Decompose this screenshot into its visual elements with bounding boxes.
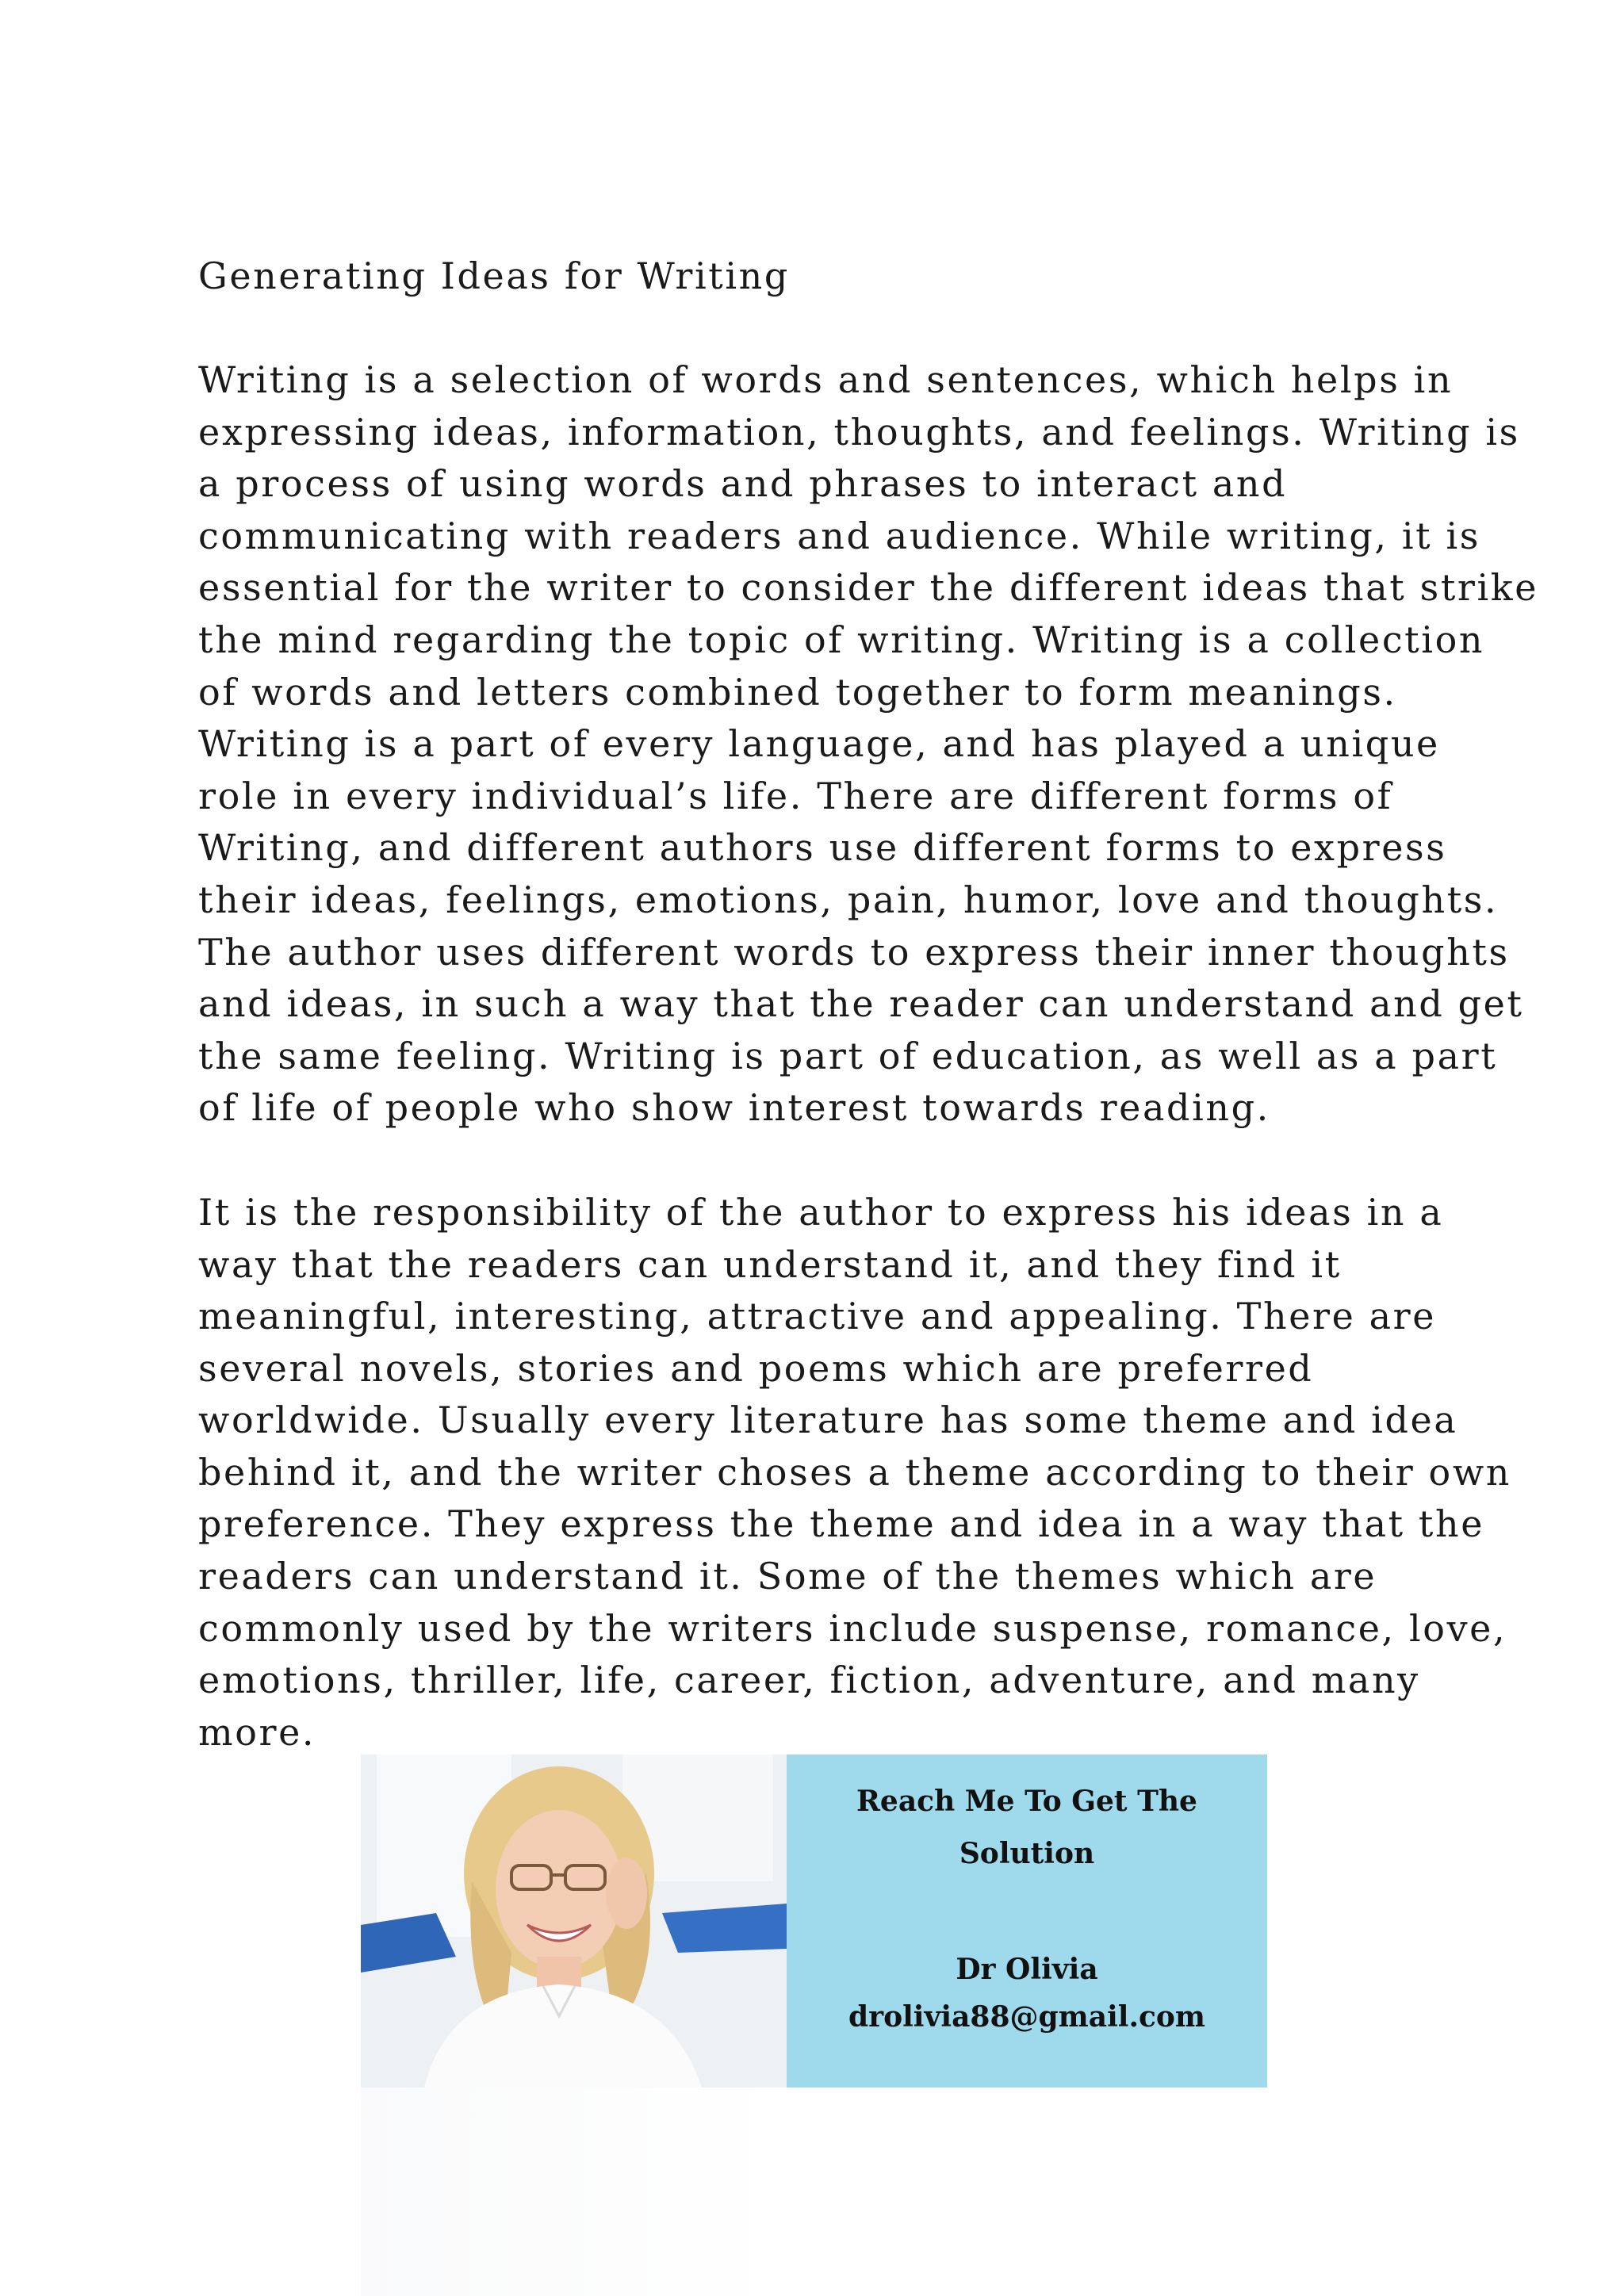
paragraph-line: expressing ideas, information, thoughts, and feelings. Writing is <box>198 410 1520 453</box>
contact-banner <box>361 1755 1267 2087</box>
paragraph-line: It is the responsibility of the author to express his ideas in a <box>198 1190 1444 1234</box>
paragraph-line: readers can understand it. Some of the themes which are <box>198 1555 1377 1598</box>
paragraph-line: behind it, and the writer choses a theme according to their own <box>198 1450 1512 1494</box>
paragraph-line: Writing, and different authors use different forms to express <box>198 826 1447 870</box>
paragraph-line: the same feeling. Writing is part of education, as well as a part <box>198 1034 1498 1077</box>
paragraph-line: their ideas, feelings, emotions, pain, humor, love and thoughts. <box>198 878 1499 921</box>
contact-name: Dr Olivia <box>956 1953 1098 1986</box>
paragraph-line: a process of using words and phrases to interact and <box>198 462 1288 506</box>
paragraph-line: several novels, stories and poems which are preferred <box>198 1346 1314 1390</box>
paragraph-line: meaningful, interesting, attractive and appealing. There are <box>198 1295 1437 1338</box>
paragraph-line: of words and letters combined together to form meanings. <box>198 670 1397 714</box>
paragraph-line: communicating with readers and audience. While writing, it is <box>198 514 1480 557</box>
paragraph-container <box>198 354 1539 1758</box>
paragraph-line: commonly used by the writers include suspense, romance, love, <box>198 1606 1507 1650</box>
contact-panel <box>787 1755 1267 2087</box>
paragraph <box>198 354 1539 1135</box>
paragraph-line: worldwide. Usually every literature has some theme and idea <box>198 1399 1458 1442</box>
paragraph-line: preference. They express the theme and idea in a way that the <box>198 1502 1485 1546</box>
paragraph-line: more. <box>198 1710 316 1754</box>
paragraph-line: the mind regarding the topic of writing. Writing is a collection <box>198 618 1485 661</box>
paragraph <box>198 1187 1512 1759</box>
paragraph-line: of life of people who show interest towards reading. <box>198 1086 1270 1130</box>
woman-with-glasses-photo <box>361 1755 787 2087</box>
document-title: Generating Ideas for Writing <box>198 254 790 297</box>
banner-heading-line-2: Solution <box>959 1837 1095 1870</box>
photo-illustration <box>361 1755 787 2087</box>
banner-image-fade <box>361 2087 787 2296</box>
document-body <box>198 250 1539 1758</box>
paragraph-line: role in every individual’s life. There are different forms of <box>198 774 1393 817</box>
contact-email: drolivia88@gmail.com <box>848 2000 1206 2034</box>
paragraph-line: The author uses different words to express their inner thoughts <box>198 930 1510 974</box>
paragraph-line: emotions, thriller, life, career, fiction, adventure, and many <box>198 1659 1420 1702</box>
paragraph-line: and ideas, in such a way that the reader can understand and get <box>198 982 1524 1026</box>
paragraph-line: Writing is a part of every language, and has played a unique <box>198 722 1440 766</box>
paragraph-line: essential for the writer to consider the different ideas that strike <box>198 566 1539 610</box>
banner-heading-line-1: Reach Me To Get The <box>856 1785 1197 1818</box>
paragraph-line: way that the readers can understand it, and they find it <box>198 1242 1342 1286</box>
paragraph-line: Writing is a selection of words and sentences, which helps in <box>198 358 1454 401</box>
